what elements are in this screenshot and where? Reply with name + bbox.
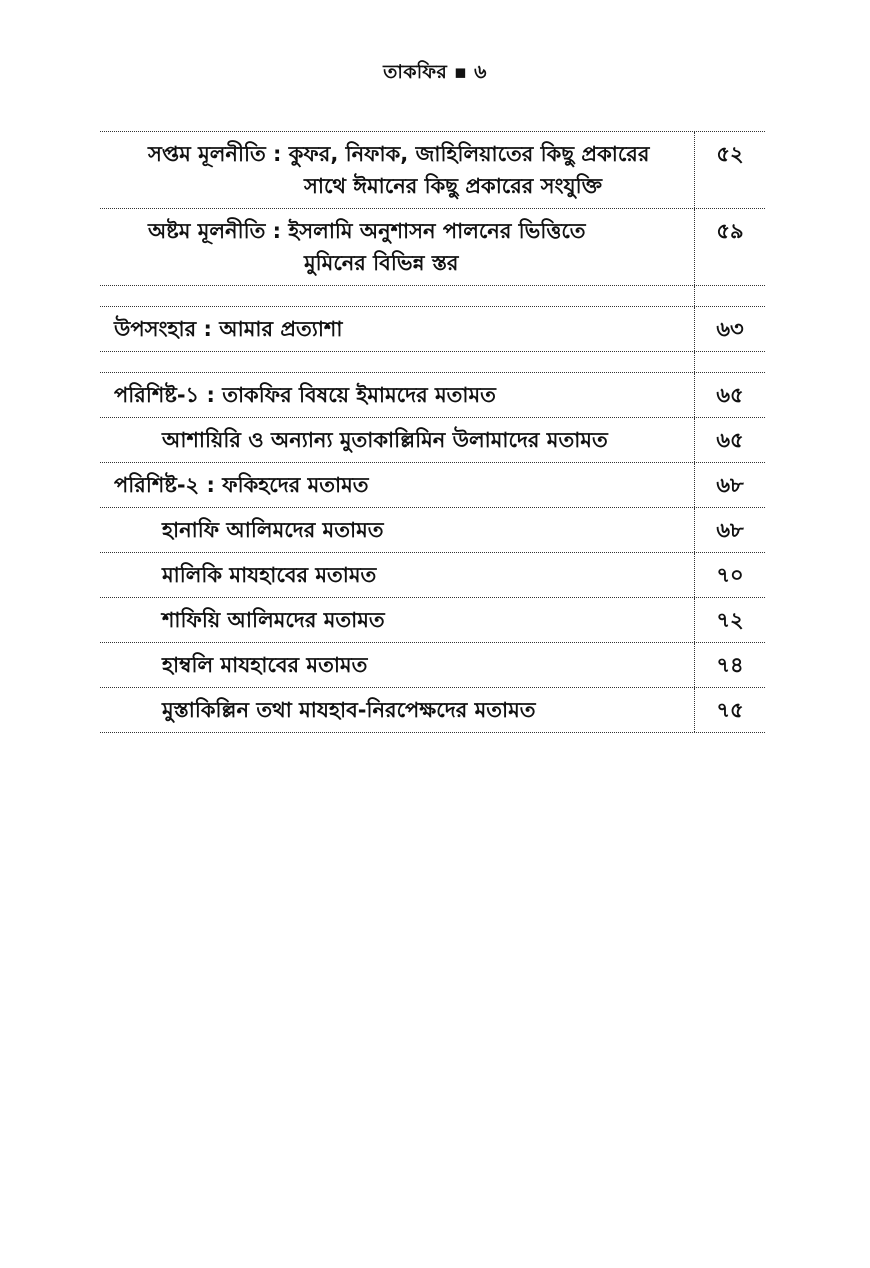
toc-subsection-title: হাম্বলি মাযহাবের মতামত [100,643,695,687]
toc-section-title: উপসংহার : আমার প্রত্যাশা [100,307,695,351]
toc-page-number: ৫৯ [716,219,744,243]
toc-entry-continuation: মুমিনের বিভিন্ন স্তর [304,251,459,275]
toc-row[interactable] [100,209,765,286]
toc-spacer-cell [100,352,695,372]
toc-subsection-title: শাফিয়ি আলিমদের মতামত [100,598,695,642]
toc-subsection-title: আশায়িরি ও অন্যান্য মুতাকাল্লিমিন উলামাদের মতামত [100,418,695,462]
toc-row[interactable] [100,598,765,643]
toc-page-number: ৭০ [716,563,744,587]
toc-page-number: ৭৫ [716,698,744,722]
toc-row[interactable] [100,688,765,733]
toc-page-number: ৭২ [716,608,744,632]
toc-row[interactable] [100,373,765,418]
toc-page-number: ৬৮ [716,518,744,542]
running-header: তাকফির ▪ ৬ [383,61,487,83]
toc-spacer-page [695,286,765,306]
toc-subsection-title: হানাফি আলিমদের মতামত [100,508,695,552]
toc-subsection-title: মুস্তাকিল্লিন তথা মাযহাব-নিরপেক্ষদের মতামত [100,688,695,732]
toc-entry-head: অষ্টম মূলনীতি : ইসলামি অনুশাসন পালনের ভিত্তিতে [148,219,586,243]
toc-row[interactable] [100,553,765,598]
toc-page-number: ৬৮ [716,473,744,497]
toc-page-number: ৬৫ [716,428,744,452]
toc-spacer-row [100,352,765,373]
table-of-contents [100,131,765,733]
toc-spacer-cell [100,286,695,306]
toc-entry-title [100,209,695,285]
toc-page-number: ৬৩ [716,317,744,341]
toc-row[interactable] [100,643,765,688]
toc-row[interactable] [100,508,765,553]
toc-page-number: ৬৫ [716,383,744,407]
toc-spacer-page [695,352,765,372]
toc-subsection-title: মালিকি মাযহাবের মতামত [100,553,695,597]
toc-section-title: পরিশিষ্ট-১ : তাকফির বিষয়ে ইমামদের মতামত [100,373,695,417]
toc-page-number: ৭৪ [716,653,744,677]
toc-section-title: পরিশিষ্ট-২ : ফকিহদের মতামত [100,463,695,507]
toc-row[interactable] [100,418,765,463]
toc-row[interactable] [100,132,765,209]
toc-spacer-row [100,286,765,307]
toc-row[interactable] [100,463,765,508]
toc-page-number: ৫২ [716,142,744,166]
toc-entry-continuation: সাথে ঈমানের কিছু প্রকারের সংযুক্তি [304,174,603,198]
toc-entry-title [100,132,695,208]
toc-row[interactable] [100,307,765,352]
toc-entry-head: সপ্তম মূলনীতি : কুফর, নিফাক, জাহিলিয়াতের কিছু প্রকারের [148,142,650,166]
